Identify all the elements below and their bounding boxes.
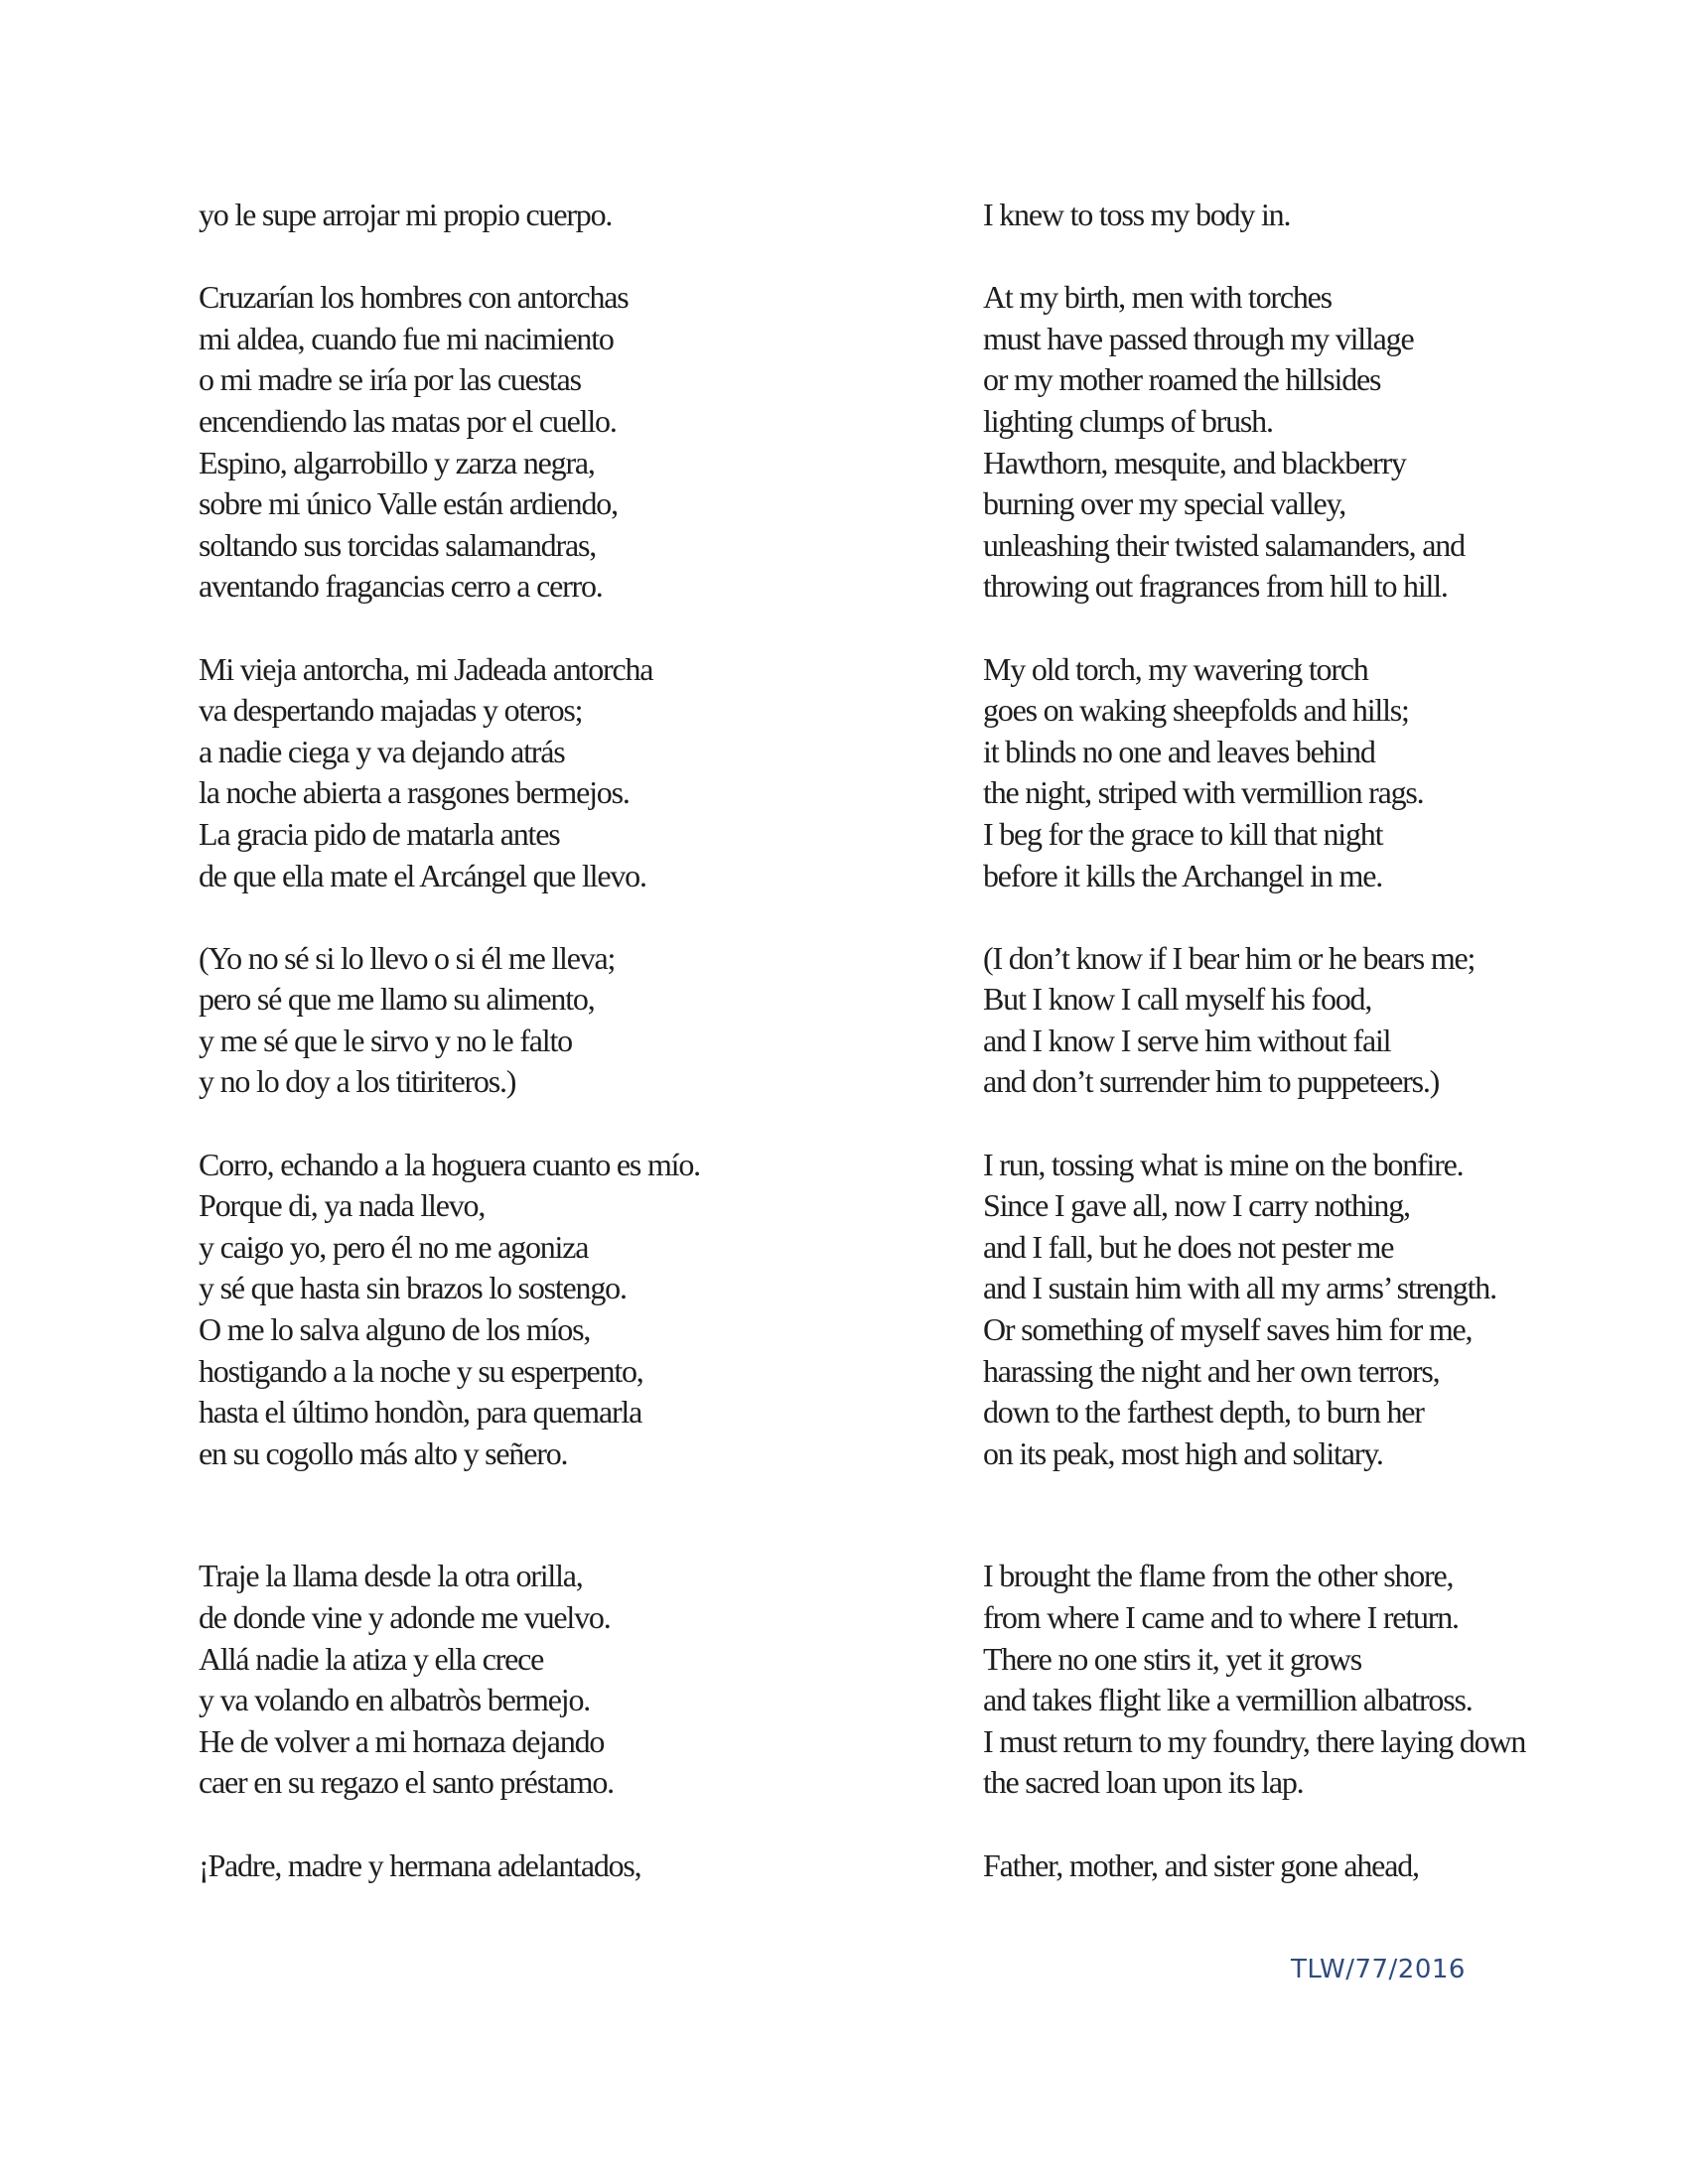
poem-line-es: sobre mi único Valle están ardiendo, <box>199 485 618 522</box>
stanza-es-3 <box>199 649 953 897</box>
poem-line-es: y va volando en albatròs bermejo. <box>199 1682 591 1718</box>
poem-line-en: from where I came and to where I return. <box>983 1599 1459 1635</box>
poem-line-es: He de volver a mi hornaza dejando <box>199 1722 605 1759</box>
poem-line-es: Mi vieja antorcha, mi Jadeada antorcha <box>199 650 653 687</box>
poem-line-en: I beg for the grace to kill that night <box>983 815 1383 852</box>
poem-line-es: soltando sus torcidas salamandras, <box>199 526 596 563</box>
poem-line-es: (Yo no sé si lo llevo o si él me lleva; <box>199 939 616 976</box>
poem-line-en: I must return to my foundry, there laying down <box>983 1722 1526 1759</box>
stanza-en-3 <box>983 649 1688 897</box>
stanza-en-1 <box>983 195 1688 236</box>
poem-line-en: and I know I serve him without fail <box>983 1022 1391 1058</box>
poem-line-en: I brought the flame from the other shore, <box>983 1558 1454 1594</box>
stanza-en-4 <box>983 938 1688 1103</box>
poem-line-es: aventando fragancias cerro a cerro. <box>199 568 603 605</box>
poem-line-es: ¡Padre, madre y hermana adelantados, <box>199 1846 641 1883</box>
poem-line-es: Espino, algarrobillo y zarza negra, <box>199 444 595 480</box>
poem-line-es: de donde vine y adonde me vuelvo. <box>199 1599 611 1635</box>
poem-line-en: down to the farthest depth, to burn her <box>983 1394 1424 1431</box>
poem-line-es: mi aldea, cuando fue mi nacimiento <box>199 320 614 356</box>
poem-line-en: Hawthorn, mesquite, and blackberry <box>983 444 1406 480</box>
poem-line-en: I run, tossing what is mine on the bonfire. <box>983 1146 1464 1182</box>
poem-line-es: y me sé que le sirvo y no le falto <box>199 1022 572 1058</box>
poem-line-es: a nadie ciega y va dejando atrás <box>199 733 565 769</box>
poem-line-en: There no one stirs it, yet it grows <box>983 1640 1362 1677</box>
poem-line-en: and takes flight like a vermillion albatross. <box>983 1682 1473 1718</box>
poem-line-en: and I fall, but he does not pester me <box>983 1228 1394 1265</box>
poem-line-en: I knew to toss my body in. <box>983 197 1291 232</box>
poem-line-en: burning over my special valley, <box>983 485 1346 522</box>
poem-line-es: hostigando a la noche y su esperpento, <box>199 1352 643 1389</box>
stanza-es-2 <box>199 277 953 608</box>
poem-line-es: y caigo yo, pero él no me agoniza <box>199 1228 589 1265</box>
poem-line-es: y no lo doy a los titiriteros.) <box>199 1063 516 1100</box>
poem-line-en: But I know I call myself his food, <box>983 981 1372 1018</box>
english-column <box>983 195 1688 1886</box>
poem-line-en: before it kills the Archangel in me. <box>983 857 1383 893</box>
poem-line-en: unleashing their twisted salamanders, and <box>983 526 1465 563</box>
stanza-es-7 <box>199 1845 953 1887</box>
poem-line-en: the sacred loan upon its lap. <box>983 1764 1304 1801</box>
poem-line-es: La gracia pido de matarla antes <box>199 815 560 852</box>
stanza-en-2 <box>983 277 1688 608</box>
poem-line-en: throwing out fragrances from hill to hill. <box>983 568 1448 605</box>
poem-line-en: must have passed through my village <box>983 320 1414 356</box>
spanish-column <box>199 195 953 1886</box>
poem-line-en: Father, mother, and sister gone ahead, <box>983 1846 1419 1883</box>
poem-line-es: Traje la llama desde la otra orilla, <box>199 1558 583 1594</box>
stanza-en-6 <box>983 1556 1688 1804</box>
poem-line-es: va despertando majadas y oteros; <box>199 692 583 729</box>
poem-line-en: the night, striped with vermillion rags. <box>983 774 1424 811</box>
poem-line-en: lighting clumps of brush. <box>983 402 1273 439</box>
poem-line-es: hasta el último hondòn, para quemarla <box>199 1394 642 1431</box>
poem-line-es: encendiendo las matas por el cuello. <box>199 402 617 439</box>
stanza-es-4 <box>199 938 953 1103</box>
stanza-en-5 <box>983 1145 1688 1475</box>
poem-line-en: and I sustain him with all my arms’ strength. <box>983 1270 1496 1306</box>
poem-line-es: yo le supe arrojar mi propio cuerpo. <box>199 197 613 232</box>
stanza-es-1 <box>199 195 953 236</box>
poem-line-en: Since I gave all, now I carry nothing, <box>983 1187 1410 1224</box>
poem-line-es: Porque di, ya nada llevo, <box>199 1187 486 1224</box>
poem-line-es: la noche abierta a rasgones bermejos. <box>199 774 630 811</box>
poem-line-en: Or something of myself saves him for me, <box>983 1311 1473 1348</box>
poem-line-es: y sé que hasta sin brazos lo sostengo. <box>199 1270 627 1306</box>
poem-line-en: on its peak, most high and solitary. <box>983 1434 1383 1471</box>
poem-line-en: and don’t surrender him to puppeteers.) <box>983 1063 1440 1100</box>
poem-line-en: or my mother roamed the hillsides <box>983 361 1381 398</box>
poem-line-es: O me lo salva alguno de los míos, <box>199 1311 591 1348</box>
poem-line-en: goes on waking sheepfolds and hills; <box>983 692 1409 729</box>
poem-line-es: pero sé que me llamo su alimento, <box>199 981 595 1018</box>
stanza-es-5 <box>199 1145 953 1475</box>
poem-line-en: harassing the night and her own terrors, <box>983 1352 1440 1389</box>
poem-line-es: caer en su regazo el santo préstamo. <box>199 1764 614 1801</box>
poem-line-es: en su cogollo más alto y señero. <box>199 1434 568 1471</box>
footer-reference: TLW/77/2016 <box>1291 1955 1466 1984</box>
poem-line-es: Cruzarían los hombres con antorchas <box>199 279 629 316</box>
poem-line-en: At my birth, men with torches <box>983 279 1332 316</box>
poem-line-en: My old torch, my wavering torch <box>983 650 1368 687</box>
poem-line-es: Corro, echando a la hoguera cuanto es mío. <box>199 1146 700 1182</box>
poem-line-es: de que ella mate el Arcángel que llevo. <box>199 857 646 893</box>
poem-line-en: it blinds no one and leaves behind <box>983 733 1375 769</box>
stanza-es-6 <box>199 1556 953 1804</box>
poem-line-en: (I don’t know if I bear him or he bears me; <box>983 939 1476 976</box>
stanza-en-7 <box>983 1845 1688 1887</box>
poem-line-es: Allá nadie la atiza y ella crece <box>199 1640 544 1677</box>
poem-line-es: o mi madre se iría por las cuestas <box>199 361 581 398</box>
